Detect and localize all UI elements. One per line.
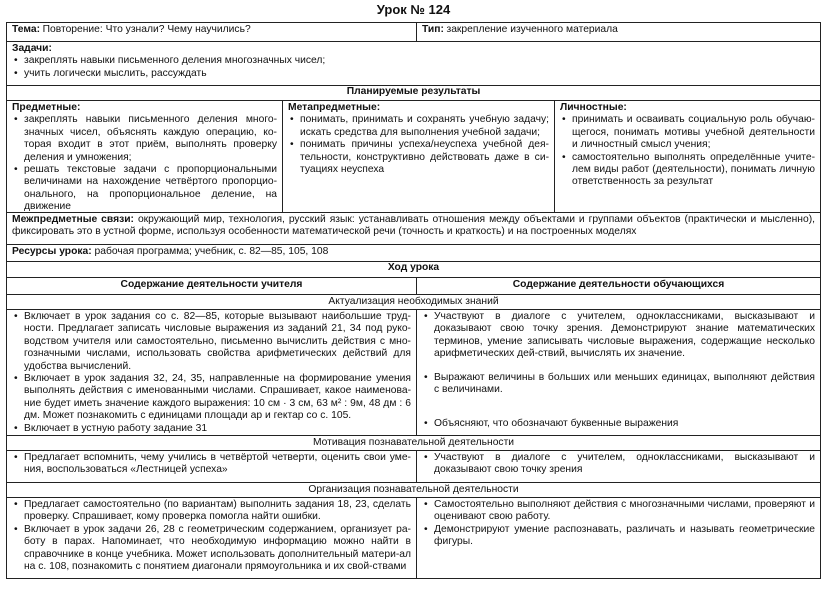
teacher-activity: [7, 451, 416, 482]
list-item: • учить логически мыслить, рассуждать: [12, 68, 815, 80]
list-item: • закреплять навыки письменного деления много-значных чисел, объяснять каждую операцию, ко-торая входит в этот приём, выполнять проверку деления и умножения;: [12, 114, 277, 164]
list-item: • самостоятельно выполнять определённые учите-лем виды работ (деятельности), понимать личную ответственность за результат: [560, 152, 815, 189]
list-item: • Самостоятельно выполняют действия с многозначными числами, проверяют и оценивают свою работу.: [422, 499, 815, 524]
personal-results: [554, 101, 820, 212]
list-item: • понимать причины успеха/неуспеха учебной дея-тельности, конструктивно действовать даже в си-туациях неуспеха: [288, 139, 549, 176]
topic-label: Тема:: [12, 24, 41, 35]
course-column-headers: [7, 278, 820, 295]
section-row: [7, 451, 820, 483]
links-label: Межпредметные связи:: [12, 214, 134, 225]
meta-label: Метапредметные:: [288, 102, 381, 113]
list-item: • Демонстрируют умение распознавать, различать и называть геометрические фигуры.: [422, 524, 815, 549]
student-activity: [416, 451, 820, 482]
lesson-plan-table: [6, 22, 821, 579]
section-title: Мотивация познавательной деятельности: [7, 436, 820, 451]
list-item: • Предлагает вспомнить, чему учились в четвёртой четверти, оценить свои уме-ния, воспользоваться «Лестницей успеха»: [12, 452, 411, 477]
subject-label: Предметные:: [12, 102, 81, 113]
planned-results-header: Планируемые результаты: [7, 86, 820, 101]
topic-cell: [7, 23, 416, 41]
tasks-label: Задачи:: [12, 43, 52, 54]
list-item: • принимать и осваивать социальную роль обучаю-щегося, понимать мотивы учебной деятельности и личностный смысл учения;: [560, 114, 815, 151]
list-item: • закреплять навыки письменного деления многозначных чисел;: [12, 55, 815, 67]
list-item: • решать текстовые задачи с пропорциональными величинами на нахождение четвёртого пропорцио-онального, на пропорциональное деление, на движение: [12, 164, 277, 214]
student-activity: [416, 310, 820, 435]
student-header: Содержание деятельности обучающихся: [416, 278, 820, 294]
list-item: • понимать, принимать и сохранять учебную задачу; искать средства для выполнения учебной задачи;: [288, 114, 549, 139]
course-header: Ход урока: [7, 262, 820, 278]
list-item: • Предлагает самостоятельно (по вариантам) выполнить задания 18, 23, сделать проверку. Спрашивает, кому проверка помогла найти ошибки.: [12, 499, 411, 524]
list-item: • Участвуют в диалоге с учителем, одноклассниками, высказывают и доказывают свою точку зрения: [422, 452, 815, 477]
list-item: • Выражают величины в больших или меньших единицах, выполняют действия с величинами.: [422, 372, 815, 397]
list-item: • Включает в устную работу задание 31: [12, 423, 411, 435]
list-item: • Объясняют, что обозначают буквенные выражения: [422, 418, 815, 430]
planned-results-row: [7, 101, 820, 213]
links-row: [7, 213, 820, 245]
topic-value: Повторение: Что узнали? Чему научились?: [42, 24, 251, 35]
tasks-row: [7, 42, 820, 86]
list-item: • Включает в урок задания со с. 82—85, которые вызывают наибольшие труд-ности. Предлагает записать числовые выражения из заданий 21, 34 под руко-водством учителя или самостоятельно, письменно вычислить действия с мно-гозначными числами, использовать свойства арифметических действий для удобства вычислений.: [12, 311, 411, 373]
resources-row: [7, 245, 820, 262]
teacher-header: Содержание деятельности учителя: [120, 279, 303, 290]
tasks-list: [12, 55, 815, 80]
teacher-activity: [7, 498, 416, 578]
meta-results: [282, 101, 554, 212]
topic-row: [7, 23, 820, 42]
teacher-activity: [7, 310, 416, 435]
type-value: закрепление изученного материала: [446, 24, 618, 35]
list-item: • Участвуют в диалоге с учителем, одноклассниками, высказывают и доказывают свою точку зрения. Демонстрируют знание математических терминов, умение записывать числовые выражения, содержащие несколько арифметических дей-ствий, вычислять их значение.: [422, 311, 815, 361]
resources-text: рабочая программа; учебник, с. 82—85, 105, 108: [94, 246, 329, 257]
subject-results: [7, 101, 282, 212]
resources-label: Ресурсы урока:: [12, 246, 92, 257]
list-item: • Включает в урок задачи 26, 28 с геометрическим содержанием, организует ра-боту в парах. Напоминает, что необходимую информацию можно найти в справочнике в конце учебника. Может использовать дополнительный матери-ал на с. 108, познакомить с понятием диагонали прямоугольника и их свой-ствами: [12, 524, 411, 574]
links-text: окружающий мир, технология, русский язык: устанавливать отношения между объектами и группами объектов (практически и мысленно), фиксировать это в устной форме, используя особенности математической речи (точность и краткость) и на построенных моделях: [12, 214, 815, 238]
personal-label: Личностные:: [560, 102, 627, 113]
section-title: Организация познавательной деятельности: [7, 483, 820, 498]
list-item: • Включает в урок задания 32, 24, 35, направленные на формирование умения выполнять действия с именованными числами. Спрашивает, какое наименова-ние будет иметь значение каждого выражения: 10 см · 3 см, 63 м² : 9м, 48 дм : 6 дм. Может познакомить с единицами площади ар и гектар со с. 105.: [12, 373, 411, 423]
lesson-title: Урок № 124: [376, 2, 451, 17]
section-row: [7, 310, 820, 436]
section-row: [7, 498, 820, 578]
section-title: Актуализация необходимых знаний: [7, 295, 820, 310]
type-label: Тип:: [422, 24, 444, 35]
type-cell: [416, 23, 820, 41]
student-activity: [416, 498, 820, 578]
